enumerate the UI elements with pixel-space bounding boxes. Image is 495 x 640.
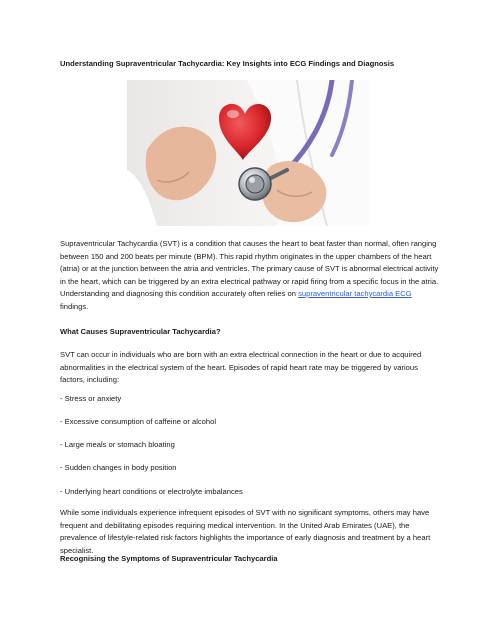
intro-text-after-link: findings. <box>60 301 89 311</box>
symptoms-heading: Recognising the Symptoms of Supraventricular Tachycardia <box>60 554 278 563</box>
svt-ecg-link[interactable]: supraventricular tachycardia ECG <box>298 289 412 298</box>
list-item: - Underlying heart conditions or electrolyte imbalances <box>60 487 243 496</box>
causes-paragraph: SVT can occur in individuals who are born with an extra electrical connection in the heart or due to acquired abnormalities in the electrical system of the heart. Episodes of rapid heart rate may be triggered by various factors, including: <box>60 350 422 384</box>
list-item: - Excessive consumption of caffeine or alcohol <box>60 417 217 426</box>
doctor-heart-stethoscope-illustration <box>127 80 369 226</box>
page-title: Understanding Supraventricular Tachycardia: Key Insights into ECG Findings and Diagnosis <box>60 59 395 68</box>
list-item: - Large meals or stomach bloating <box>60 440 175 449</box>
hero-image <box>127 80 369 226</box>
causes-heading: What Causes Supraventricular Tachycardia? <box>60 327 221 336</box>
intro-text-before-link: Supraventricular Tachycardia (SVT) is a condition that causes the heart to beat faster than normal, often ranging between 150 and 200 beats per minute (BPM). This rapid rhythm originates in the upper chambers of the heart (atria) or at the junction between the atria and ventricles. The primary cause of SVT is abnormal electrical activity in the heart, which can be triggered by an extra electrical pathway or rapid firing from a specific focus in the atria. Understanding and diagnosing this condition accurately often relies on <box>60 239 439 298</box>
list-item: - Sudden changes in body position <box>60 463 177 472</box>
intro-paragraph <box>60 238 440 313</box>
list-item: - Stress or anxiety <box>60 394 122 403</box>
followup-paragraph: While some individuals experience infrequent episodes of SVT with no significant symptoms, others may have frequent and debilitating episodes requiring medical intervention. In the United Arab Emirates (UAE), the prevalence of lifestyle-related risk factors highlights the importance of early diagnosis and treatment by a heart specialist. <box>60 508 431 555</box>
